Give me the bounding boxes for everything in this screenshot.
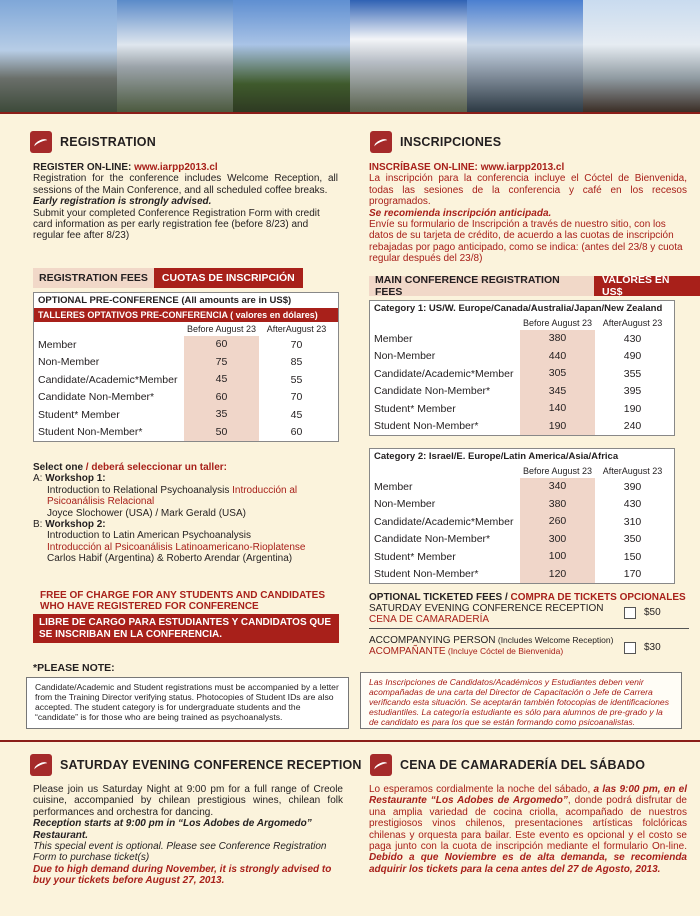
category-1-col-headers	[370, 316, 674, 330]
price-after: 240	[623, 420, 642, 433]
table-row	[34, 389, 338, 407]
col-before: Before August 23	[186, 324, 257, 334]
category-2-col-headers	[370, 464, 674, 478]
table-row	[34, 406, 338, 424]
price-after: 310	[623, 515, 642, 528]
row-label: Student Non-Member*	[374, 568, 479, 581]
saturday-p1: Please join us Saturday Night at 9:00 pm for a full range of Creole cuisine, accompanied by chilean prestigious wines, chilean folk performances and orchestra for dancing.	[33, 784, 343, 818]
ticket-accomp-es: ACOMPAÑANTE	[369, 646, 446, 658]
table-row	[370, 566, 674, 584]
row-label: Student Non-Member*	[374, 420, 479, 433]
price-after: 170	[623, 568, 642, 581]
price-after: 350	[623, 533, 642, 546]
row-label: Member	[374, 332, 413, 345]
price-after: 430	[623, 498, 642, 511]
main-fees-bar	[369, 276, 700, 296]
ticket-accomp-en: ACCOMPANYING PERSON	[369, 635, 496, 646]
price-after: 390	[623, 480, 642, 493]
cena-p1c: , donde podrá disfrutar de una amplia variedad de cocina criolla, acompañado de nuestros prestigiosos vinos chilenos, presentaciones artísticas folclóricas chilenas y orquesta para bailar. Este evento es opcional y el costo se paga junto con la cuota de inscripción mediante el formulario On-line.	[369, 795, 687, 853]
select-label-es: / deberá seleccionar un taller:	[83, 462, 227, 473]
price-after: 490	[623, 350, 642, 363]
row-label: Candidate/Academic*Member	[374, 515, 514, 528]
hillside-viewpoint-photo	[583, 0, 700, 112]
price-before: 35	[184, 406, 259, 424]
inscripciones-title: INSCRIPCIONES	[400, 135, 502, 149]
brand-logo-icon	[30, 131, 52, 153]
price-before: 75	[184, 354, 259, 372]
workshop-select: Select one / deberá seleccionar un taller: A: Workshop 1: Introduction to Relational Psychoanalysis Introducción al Psicoanálisis Relacional Joyce Slochower (USA) / Mark Gerald (USA) B: Workshop 2: Introduction to Latin American Psychoanalysis Introducción al Psicoanálisis Latinoamericano-Rioplatense Carlos Habif (Argentina) & Roberto Arendar (Argentina)	[33, 462, 343, 565]
price-after: 70	[290, 391, 303, 404]
col-after: AfterAugust 23	[602, 466, 663, 476]
ticketed-title-en: OPTIONAL TICKETED FEES /	[369, 592, 511, 603]
note-es: Las Inscripciones de Candidatos/Académicos y Estudiantes deben venir acompañadas de una carta del Director de Capacitación o Jefe de Carrera verificando esta situación. Se aceptarán también fotocopias de identificaciones estudiantiles. La categoría estudiante es sólo para alumnos de pre-grado y la de candidato es para los que se están formando como psicoanalistas.	[360, 672, 682, 729]
city-skyline-photo	[0, 0, 117, 112]
workshop-2-title: Introduction to Latin American Psychoanalysis	[47, 530, 251, 542]
category-1-table	[369, 300, 675, 436]
row-label: Non-Member	[374, 498, 436, 511]
brand-logo-icon	[370, 131, 392, 153]
table-row	[370, 365, 674, 383]
price-after: 190	[623, 402, 642, 415]
ticket-accomp-price: $30	[644, 642, 661, 653]
registration-intro: Registration for the conference includes Welcome Reception, all sessions of the Main Conference, and all scheduled coffee breaks.	[33, 173, 338, 196]
price-before: 440	[520, 348, 595, 366]
ticket-accomp-checkbox[interactable]	[624, 642, 636, 654]
price-before: 45	[184, 371, 259, 389]
cuotas-label: CUOTAS DE INSCRIPCIÓN	[154, 268, 303, 288]
registration-fees-bar	[33, 268, 303, 288]
row-label: Student* Member	[38, 408, 120, 421]
palm-tree-photo	[233, 0, 350, 112]
select-label: Select one	[33, 462, 84, 473]
inscripciones-submit: Envíe su formulario de Inscripción a través de nuestro sitio, con los datos de su tarjeta de crédito, de acuerdo a las cuotas de inscripción rebajadas por pago anticipado, como se indica: (antes del 23/8 y cuota regular después del 23/8)	[369, 219, 683, 265]
inscripciones-header	[370, 129, 501, 155]
ticket-accompanying	[369, 635, 689, 661]
registration-body	[33, 162, 338, 242]
row-label: Candidate Non-Member*	[374, 385, 491, 398]
saturday-p2: Reception starts at 9:00 pm in “Los Adobes de Argomedo” Restaurant.	[33, 818, 312, 841]
table-row	[370, 531, 674, 549]
category-2-table	[369, 448, 675, 584]
saturday-header	[30, 752, 362, 778]
col-before: Before August 23	[522, 318, 593, 328]
row-label: Candidate/Academic*Member	[374, 367, 514, 380]
price-before: 340	[520, 478, 595, 496]
table-row	[370, 496, 674, 514]
inscripciones-advised: Se recomienda inscripción anticipada.	[369, 207, 552, 219]
workshop-1-title: Introduction to Relational Psychoanalysis	[47, 484, 230, 496]
row-label: Candidate/Academic*Member	[38, 373, 178, 386]
category-2-caption: Category 2: Israel/E. Europe/Latin America/Asia/Africa	[374, 451, 619, 462]
row-label: Member	[374, 480, 413, 493]
price-after: 355	[623, 367, 642, 380]
price-before: 140	[520, 400, 595, 418]
inscribase-label: INSCRÍBASE ON-LINE:	[369, 162, 478, 173]
preconference-caption-es: TALLERES OPTATIVOS PRE-CONFERENCIA ( valores en dólares)	[34, 308, 338, 322]
row-label: Student Non-Member*	[38, 426, 143, 439]
price-after: 85	[290, 356, 303, 369]
price-before: 100	[520, 548, 595, 566]
ticketed-title	[369, 592, 689, 603]
header-photo-band	[0, 0, 700, 112]
cena-p2: Debido a que Noviembre es de alta demanda, se recomienda adquirir los tickets para la cena antes del 27 de Agosto, 2013.	[369, 852, 687, 875]
option-a-letter: A:	[33, 473, 43, 485]
row-label: Non-Member	[374, 350, 436, 363]
valores-label: VALORES EN US$	[594, 276, 700, 296]
brand-logo-icon	[30, 754, 52, 776]
price-after: 150	[623, 550, 642, 563]
mountain-snow-photo	[117, 0, 234, 112]
price-after: 430	[623, 332, 642, 345]
saturday-title: SATURDAY EVENING CONFERENCE RECEPTION	[60, 758, 362, 772]
register-online-link[interactable]: www.iarpp2013.cl	[134, 162, 218, 173]
top-divider	[0, 112, 700, 114]
workshop-2-presenters: Carlos Habif (Argentina) & Roberto Arendar (Argentina)	[47, 553, 293, 565]
price-after: 60	[290, 426, 303, 439]
row-label: Student* Member	[374, 550, 456, 563]
free-of-charge-es: LIBRE DE CARGO PARA ESTUDIANTES Y CANDIDATOS QUE SE INSCRIBAN EN LA CONFERENCIA.	[33, 614, 339, 643]
brand-logo-icon	[370, 754, 392, 776]
registration-submit: Submit your completed Conference Registration Form with credit card information as per early registration fee (before 8/23) and regular fee after 8/23)	[33, 207, 320, 242]
table-row	[370, 513, 674, 531]
city-towers-photo	[467, 0, 584, 112]
ticket-saturday	[369, 603, 689, 629]
saturday-p3: This special event is optional. Please see Conference Registration Form to purchase ticket(s)	[33, 841, 327, 864]
register-online-label: REGISTER ON-LINE:	[33, 162, 132, 173]
category-1-caption: Category 1: US/W. Europe/Canada/Australia/Japan/New Zealand	[374, 303, 663, 314]
ticketed-title-es: COMPRA DE TICKETS OPCIONALES	[510, 592, 686, 603]
table-row	[370, 478, 674, 496]
main-fees-label: MAIN CONFERENCE REGISTRATION FEES	[369, 276, 594, 296]
price-before: 345	[520, 383, 595, 401]
registration-fees-label: REGISTRATION FEES	[33, 268, 154, 288]
preconference-col-headers	[34, 322, 338, 336]
workshop-1-title-es: Introducción al Psicoanálisis Relacional	[47, 484, 298, 508]
cena-p1b: a las 9:00 pm, en el Restaurante “Los Adobes de Argomedo”	[369, 784, 687, 807]
preconference-caption: OPTIONAL PRE-CONFERENCE (All amounts are in US$)	[38, 295, 292, 306]
option-b-letter: B:	[33, 519, 43, 531]
table-row	[370, 348, 674, 366]
registration-advised: Early registration is strongly advised.	[33, 196, 212, 208]
price-before: 305	[520, 365, 595, 383]
price-before: 380	[520, 496, 595, 514]
workshop-2-label: Workshop 2	[45, 519, 103, 531]
price-after: 70	[290, 338, 303, 351]
table-row	[34, 371, 338, 389]
price-before: 120	[520, 566, 595, 584]
saturday-p4: Due to high demand during November, it is strongly advised to buy your tickets before August 27, 2013.	[33, 863, 332, 887]
andes-mountains-photo	[350, 0, 467, 112]
price-before: 50	[184, 424, 259, 442]
note-en: Candidate/Academic and Student registrations must be accompanied by a letter from the Training Director verifying status. Photocopies of Student IDs are also accepted. The student category is for undergraduate students and the “candidate” is for those who are being trained as psychoanalysts.	[26, 677, 349, 729]
price-after: 45	[290, 408, 303, 421]
price-before: 190	[520, 418, 595, 436]
col-before: Before August 23	[522, 466, 593, 476]
table-row	[370, 383, 674, 401]
workshop-1-presenters: Joyce Slochower (USA) / Mark Gerald (USA)	[47, 507, 246, 519]
ticket-saturday-es: CENA DE CAMARADERÍA	[369, 614, 490, 626]
row-label: Student* Member	[374, 402, 456, 415]
preconference-table	[33, 292, 339, 442]
table-row	[370, 418, 674, 436]
inscribase-link[interactable]: www.iarpp2013.cl	[480, 162, 565, 173]
ticket-saturday-en: SATURDAY EVENING CONFERENCE RECEPTION	[369, 603, 604, 614]
price-before: 260	[520, 513, 595, 531]
ticket-accomp-es-note: (Incluye Cóctel de Bienvenida)	[445, 646, 564, 657]
free-of-charge-en: FREE OF CHARGE FOR ANY STUDENTS AND CANDIDATES WHO HAVE REGISTERED FOR CONFERENCE	[40, 590, 326, 613]
ticket-saturday-price: $50	[644, 607, 661, 618]
middle-divider	[0, 740, 700, 742]
price-before: 380	[520, 330, 595, 348]
ticket-saturday-checkbox[interactable]	[624, 607, 636, 619]
col-after: AfterAugust 23	[266, 324, 327, 334]
inscripciones-body	[369, 162, 687, 265]
price-after: 395	[623, 385, 642, 398]
registration-title: REGISTRATION	[60, 135, 156, 149]
row-label: Candidate Non-Member*	[38, 391, 155, 404]
row-label: Non-Member	[38, 356, 100, 369]
cena-body	[369, 784, 687, 875]
saturday-body	[33, 784, 343, 887]
price-after: 55	[290, 373, 303, 386]
inscripciones-intro: La inscripción para la conferencia incluye el Cóctel de Bienvenida, todas las sesiones de la conferencia y café en los recesos programados.	[369, 173, 687, 208]
table-row	[370, 400, 674, 418]
table-row	[370, 548, 674, 566]
col-after: AfterAugust 23	[602, 318, 663, 328]
workshop-1-label: Workshop 1	[45, 473, 103, 485]
table-row	[34, 424, 338, 442]
cena-header	[370, 752, 645, 778]
cena-title: CENA DE CAMARADERÍA DEL SÁBADO	[400, 758, 646, 772]
registration-page	[0, 112, 700, 916]
table-row	[370, 330, 674, 348]
table-row	[34, 336, 338, 354]
workshop-2-title-es: Introducción al Psicoanálisis Latinoamericano-Rioplatense	[47, 541, 306, 553]
registration-header	[30, 129, 156, 155]
row-label: Candidate Non-Member*	[374, 533, 491, 546]
please-note-label: *PLEASE NOTE:	[33, 662, 115, 674]
row-label: Member	[38, 338, 77, 351]
price-before: 300	[520, 531, 595, 549]
ticket-accomp-en-note: (Includes Welcome Reception)	[495, 635, 614, 645]
price-before: 60	[184, 336, 259, 354]
cena-p1a: Lo esperamos cordialmente la noche del sábado,	[369, 784, 594, 795]
table-row	[34, 354, 338, 372]
price-before: 60	[184, 389, 259, 407]
